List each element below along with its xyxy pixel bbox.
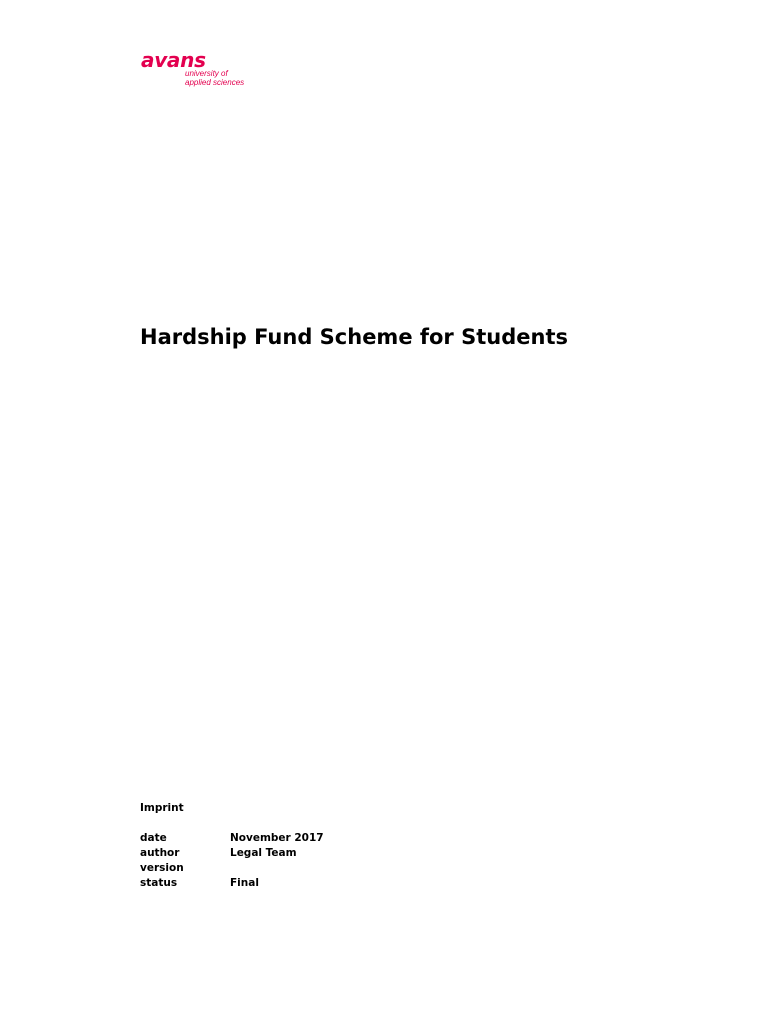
imprint-value: Legal Team	[230, 847, 297, 859]
logo-subtitle-line1: university of	[185, 69, 228, 78]
document-title: Hardship Fund Scheme for Students	[140, 325, 568, 349]
imprint-row-date	[140, 831, 440, 846]
imprint-label: author	[140, 847, 180, 859]
imprint-row-version	[140, 861, 440, 876]
avans-logo	[141, 49, 251, 89]
logo-wordmark: avans	[141, 48, 206, 72]
imprint-label: status	[140, 877, 178, 889]
logo-subtitle-line2: applied sciences	[185, 78, 245, 87]
imprint-section	[140, 801, 440, 891]
imprint-heading: Imprint	[140, 802, 184, 814]
imprint-value: November 2017	[230, 832, 324, 844]
imprint-value	[230, 861, 440, 876]
imprint-label: version	[140, 862, 184, 874]
imprint-row-author	[140, 846, 440, 861]
imprint-row-status	[140, 876, 440, 891]
imprint-value: Final	[230, 877, 259, 889]
imprint-label: date	[140, 832, 167, 844]
